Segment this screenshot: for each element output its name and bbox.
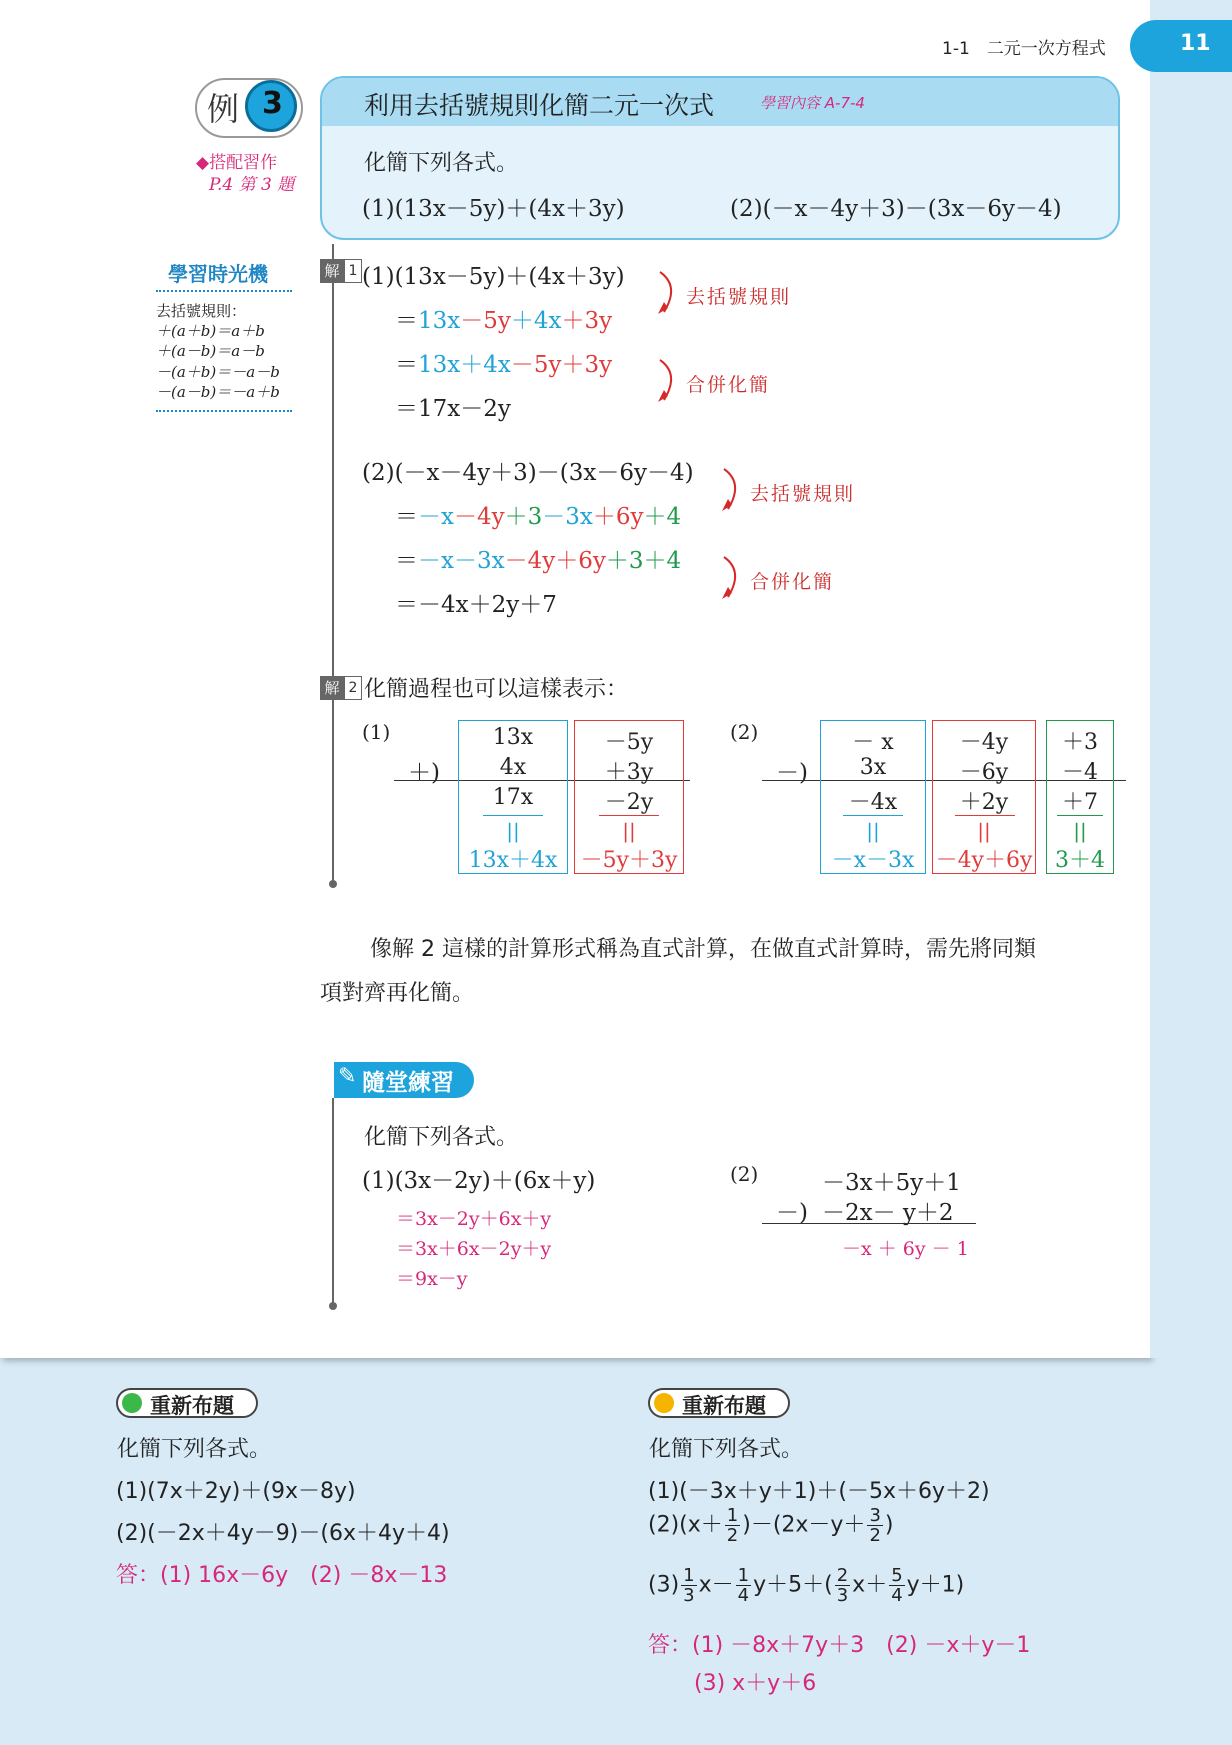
- sol1-p2-line0: (2)(－x－4y＋3)－(3x－6y－4): [362, 460, 694, 486]
- vcalc2-col-x: [820, 720, 926, 874]
- t6: ＋4: [643, 504, 682, 530]
- q3c: y＋5＋(: [753, 1572, 833, 1598]
- t5: ＋3: [605, 548, 644, 574]
- eq: ||: [866, 819, 880, 843]
- paragraph-line-1: 像解 2 這樣的計算形式稱為直式計算，在做直式計算時，需先將同類: [370, 937, 1036, 962]
- t1: －x: [418, 548, 454, 574]
- t6: ＋4: [643, 548, 682, 574]
- practice-side-line-dot: [329, 1302, 337, 1310]
- s: ＝: [395, 308, 418, 334]
- n: 1: [737, 1565, 750, 1586]
- r2: 3x: [859, 755, 887, 780]
- n: 1: [683, 1565, 695, 1586]
- practice-q2-rule: [762, 1223, 976, 1224]
- t4: ＋6y: [555, 548, 606, 574]
- green-dot-icon: [122, 1393, 142, 1413]
- curved-arrow-3: [716, 465, 748, 517]
- r1: 13x: [492, 725, 534, 750]
- example-title: 利用去括號規則化簡二元一次式: [364, 91, 715, 120]
- redo-right-title: 重新布題: [682, 1394, 766, 1418]
- time-machine-top-rule: [156, 290, 292, 292]
- r1: ＋3: [1062, 730, 1098, 755]
- eq: ||: [506, 819, 520, 843]
- sol1-p2-line2: [395, 542, 681, 575]
- expr: －x－3x: [831, 848, 915, 873]
- res: －4x: [848, 790, 898, 815]
- d: 4: [737, 1585, 750, 1606]
- workbook-ref-line2: P.4 第 3 題: [209, 175, 295, 195]
- n: 1: [726, 1505, 739, 1526]
- r2: －4: [1062, 760, 1098, 785]
- redo-right-answer-2: (3) x＋y＋6: [694, 1671, 817, 1696]
- r1: － x: [852, 730, 894, 755]
- redo-left-title: 重新布題: [150, 1394, 234, 1418]
- s: ＝: [395, 352, 418, 378]
- res: －2y: [604, 790, 654, 815]
- sol1-p1-line3: ＝17x－2y: [395, 396, 511, 422]
- practice-q2-op: －): [776, 1200, 808, 1226]
- page-edge-strip: [1150, 0, 1232, 1358]
- expr: －5y＋3y: [580, 848, 678, 873]
- vcalc2-op: －): [776, 760, 808, 786]
- vcalc2-label: (2): [730, 720, 759, 744]
- expr: －4y＋6y: [935, 848, 1033, 873]
- s: ＝: [395, 504, 418, 530]
- frac-one-half: [725, 1506, 740, 1545]
- r1: －4y: [959, 730, 1009, 755]
- redo-right-answer-1: 答：(1) －8x＋7y＋3 (2) －x＋y－1: [648, 1633, 1031, 1658]
- sol1-p1-line1: [395, 302, 612, 335]
- eq: ||: [1073, 819, 1087, 843]
- note-remove-parens-2: 去括號規則: [750, 483, 856, 505]
- redo-left-q2: (2)(－2x＋4y－9)－(6x＋4y＋4): [116, 1521, 450, 1546]
- t1: 13x: [418, 308, 461, 334]
- sol1-p1-line2: [395, 346, 612, 379]
- practice-q1-ans-1: ＝3x－2y＋6x＋y: [396, 1208, 552, 1230]
- d: 2: [726, 1525, 739, 1546]
- redo-left-answer: 答：(1) 16x－6y (2) －8x－13: [116, 1563, 448, 1588]
- redo-left-instruction: 化簡下列各式。: [117, 1437, 272, 1462]
- t2: －4y: [453, 504, 505, 530]
- t1: 13x: [418, 352, 461, 378]
- solution2-intro: 化簡過程也可以這樣表示：: [364, 677, 629, 702]
- d: 4: [891, 1585, 903, 1606]
- n: 5: [891, 1565, 903, 1586]
- note-combine-2: 合併化簡: [750, 571, 835, 593]
- curved-arrow-4: [716, 553, 748, 605]
- solution-side-line-dot: [329, 880, 337, 888]
- q3b: x－: [698, 1572, 734, 1598]
- frac-one-quarter: [736, 1566, 751, 1605]
- solution1-label-text: 解: [324, 262, 340, 280]
- t4: －3x: [542, 504, 593, 530]
- section-header: 1-1 二元一次方程式: [942, 39, 1106, 59]
- d: 3: [836, 1585, 849, 1606]
- vcalc1-col-x: [458, 720, 568, 874]
- yellow-dot-icon: [654, 1393, 674, 1413]
- practice-q1: (1)(3x－2y)＋(6x＋y): [362, 1168, 596, 1194]
- time-machine-rule-1: ＋(a＋b)＝a＋b: [156, 322, 265, 340]
- solution1-label-num-text: 1: [348, 263, 358, 279]
- vcalc1-col-y: [574, 720, 684, 874]
- t5: ＋6y: [592, 504, 644, 530]
- t3: ＋3: [504, 504, 543, 530]
- redo-right-instruction: 化簡下列各式。: [649, 1437, 804, 1462]
- frac-five-quarters: [889, 1566, 904, 1605]
- q3e: y＋1): [906, 1572, 965, 1598]
- time-machine-bottom-rule: [156, 410, 292, 412]
- time-machine-rule-2: ＋(a－b)＝a－b: [156, 342, 265, 360]
- s: ＝: [395, 548, 418, 574]
- t2: －5y: [460, 308, 511, 334]
- example-question-1: (1)(13x－5y)＋(4x＋3y): [362, 196, 625, 222]
- redo-right-q3: [648, 1566, 964, 1605]
- solution-side-line: [332, 244, 334, 884]
- solution2-label-num: [344, 676, 362, 700]
- q2c: ): [884, 1512, 894, 1538]
- res: ＋7: [1062, 790, 1098, 815]
- solution1-label-num: [344, 259, 362, 283]
- vcalc2-col-c: [1046, 720, 1114, 874]
- time-machine-rule-4: －(a－b)＝－a＋b: [156, 383, 280, 401]
- q3a: (3): [648, 1572, 680, 1598]
- t3: －4y: [504, 548, 556, 574]
- time-machine-title: 學習時光機: [168, 262, 268, 286]
- t4: ＋3y: [561, 352, 613, 378]
- vcalc1-label: (1): [362, 720, 391, 744]
- n: 3: [869, 1505, 881, 1526]
- t2: －3x: [453, 548, 505, 574]
- example-question-2: (2)(－x－4y＋3)－(3x－6y－4): [730, 196, 1062, 222]
- workbook-ref-line1: ◆搭配習作: [196, 153, 278, 173]
- redo-right-q1: (1)(－3x＋y＋1)＋(－5x＋6y＋2): [648, 1479, 990, 1504]
- frac-three-halves: [867, 1506, 882, 1545]
- note-combine-1: 合併化簡: [686, 374, 771, 396]
- time-machine-rule-title: 去括號規則：: [156, 302, 247, 320]
- q2b: )－(2x－y＋: [742, 1512, 866, 1538]
- practice-side-line: [332, 1098, 334, 1304]
- expr: 13x＋4x: [468, 848, 558, 873]
- practice-q2-label: (2): [730, 1162, 759, 1186]
- redo-right-q2: [648, 1506, 893, 1545]
- curved-arrow-2: [652, 356, 684, 408]
- frac-one-third: [681, 1566, 696, 1605]
- practice-q2-row1: －3x＋5y＋1: [822, 1170, 961, 1196]
- r2: 4x: [499, 755, 527, 780]
- eq: ||: [622, 819, 636, 843]
- sol1-p1-line0: (1)(13x－5y)＋(4x＋3y): [362, 264, 625, 290]
- t1: －x: [418, 504, 454, 530]
- r2: ＋3y: [604, 760, 654, 785]
- t3: ＋4x: [510, 308, 562, 334]
- curved-arrow-1: [652, 268, 684, 320]
- q2a: (2)(x＋: [648, 1512, 723, 1538]
- solution2-label-text: 解: [324, 679, 340, 697]
- note-remove-parens-1: 去括號規則: [686, 286, 792, 308]
- r2: －6y: [959, 760, 1009, 785]
- practice-q2-answer: －x ＋ 6y － 1: [842, 1238, 969, 1260]
- pencil-icon: ✎: [338, 1064, 357, 1089]
- vcalc1-op: ＋): [408, 760, 440, 786]
- practice-instruction: 化簡下列各式。: [364, 1125, 519, 1150]
- example-instruction: 化簡下列各式。: [364, 151, 519, 176]
- res: 17x: [492, 785, 534, 810]
- res: ＋2y: [959, 790, 1009, 815]
- example-number: 3: [262, 86, 283, 121]
- q3d: x＋: [852, 1572, 888, 1598]
- d: 3: [683, 1585, 695, 1606]
- page-number: 11: [1180, 31, 1211, 56]
- time-machine-rule-3: －(a＋b)＝－a－b: [156, 363, 280, 381]
- n: 2: [836, 1565, 849, 1586]
- t3: －5y: [510, 352, 562, 378]
- sol1-p2-line3: ＝－4x＋2y＋7: [395, 592, 557, 618]
- paragraph-line-2: 項對齊再化簡。: [320, 981, 475, 1006]
- solution1-label: [320, 259, 344, 283]
- practice-q2-row2: －2x－ y＋2: [822, 1200, 954, 1226]
- example-badge-char: 例: [207, 90, 240, 128]
- solution2-label-num-text: 2: [348, 680, 358, 696]
- r1: －5y: [604, 730, 654, 755]
- d: 2: [869, 1525, 881, 1546]
- sol1-p2-line1: [395, 498, 681, 531]
- learning-content: 學習內容 A-7-4: [760, 94, 865, 112]
- practice-q1-ans-3: ＝9x－y: [396, 1268, 468, 1290]
- vcalc2-col-y: [932, 720, 1036, 874]
- t4: ＋3y: [561, 308, 613, 334]
- solution2-label: [320, 676, 344, 700]
- redo-left-q1: (1)(7x＋2y)＋(9x－8y): [116, 1479, 356, 1504]
- frac-two-thirds: [835, 1566, 850, 1605]
- t2: ＋4x: [460, 352, 511, 378]
- practice-title: 隨堂練習: [362, 1070, 454, 1096]
- practice-q1-ans-2: ＝3x＋6x－2y＋y: [396, 1238, 552, 1260]
- eq: ||: [977, 819, 991, 843]
- expr: 3＋4: [1055, 848, 1105, 873]
